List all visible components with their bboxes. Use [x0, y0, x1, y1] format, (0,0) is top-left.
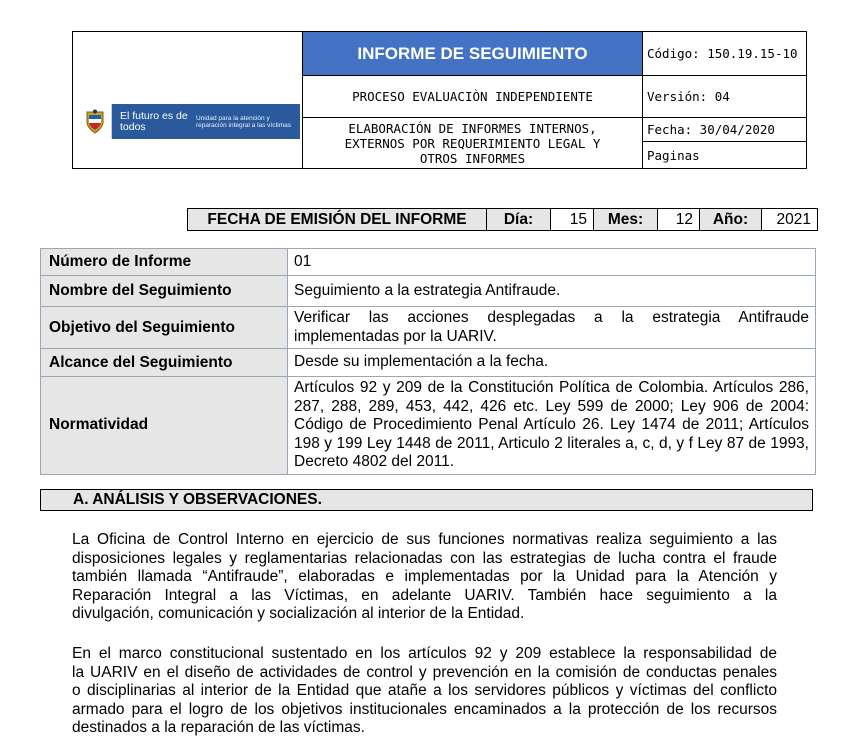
- text-line: destinados a la reparación de las víctimas.: [72, 719, 365, 736]
- elaboration-line: OTROS INFORMES: [419, 150, 526, 166]
- month-value: 12: [658, 209, 700, 231]
- document-pages: Paginas: [643, 142, 807, 169]
- analysis-paragraph-1: [72, 531, 777, 624]
- info-value: Desde su implementación a la fecha.: [288, 349, 816, 377]
- table-row: [41, 307, 816, 349]
- analysis-paragraph-2: [72, 645, 777, 738]
- table-row: [41, 249, 816, 276]
- info-key: Objetivo del Seguimiento: [41, 307, 288, 349]
- table-row: [41, 349, 816, 377]
- text-line: divulgación, comunicación y socialización al interior de la Entidad.: [72, 605, 525, 622]
- elaboration-description: [303, 118, 643, 169]
- document-date: Fecha: 30/04/2020: [643, 118, 807, 142]
- info-key: Alcance del Seguimiento: [41, 349, 288, 377]
- coat-of-arms-icon: [78, 104, 112, 139]
- text-line: En el marco constitucional sustentado en los artículos 92 y 209 establece la responsabilidad de: [72, 645, 777, 662]
- text-line: o disciplinarias al interior de la Entidad que atañe a los servidores públicos y víctimas del conflicto: [72, 682, 777, 699]
- text-line: la UARIV en el diseño de actividades de control y prevención en la comisión de conductas penales: [72, 663, 777, 681]
- table-row: [41, 276, 816, 307]
- info-value: Verificar las acciones desplegadas a la estrategia Antifraude implementadas por la UARIV.: [288, 307, 816, 349]
- text-line: Reparación Integral a las Víctimas, en adelante UARIV. También hace seguimiento a la: [72, 586, 777, 604]
- text-line: armado para el logro de los objetivos institucionales encaminados a la protección de los recursos: [72, 700, 777, 718]
- year-label: Año:: [700, 209, 762, 231]
- year-value: 2021: [762, 209, 818, 231]
- info-key: Nombre del Seguimiento: [41, 276, 288, 307]
- document-version: Versión: 04: [643, 76, 807, 118]
- info-value: Seguimiento a la estrategia Antifraude.: [288, 276, 816, 307]
- info-key: Número de Informe: [41, 249, 288, 276]
- process-name: PROCESO EVALUACIÒN INDEPENDIENTE: [303, 76, 643, 118]
- document-header: [72, 31, 807, 169]
- month-label: Mes:: [594, 209, 658, 231]
- info-value: Artículos 92 y 209 de la Constitución Política de Colombia. Artículos 286, 287, 288, 289, 453, 442, 426 etc. Ley 599 de 2000; Ley 906 de 2004: Código de Procedimiento Penal Artículo 26. Ley 1474 de 2011; Artículos 198 y 199 Ley 1448 de 2011, Articulo 2 literales a, c, d, y f Ley 87 de 1993, Decreto 4802 del 2011.: [288, 377, 816, 475]
- entity-logo: [78, 104, 300, 139]
- elaboration-line: EXTERNOS POR REQUERIMIENTO LEGAL Y: [344, 135, 601, 151]
- elaboration-line: ELABORACIÓN DE INFORMES INTERNOS,: [348, 120, 597, 136]
- logo-slogan: El futuro es de todos: [120, 109, 188, 133]
- emission-date-table: [187, 208, 818, 231]
- text-line: La Oficina de Control Interno en ejercicio de sus funciones normativas realiza seguimiento a las: [72, 531, 777, 548]
- report-info-table: [40, 248, 816, 475]
- day-label: Día:: [487, 209, 551, 231]
- document-code: Código: 150.19.15-10: [643, 32, 807, 76]
- logo-cell: [73, 32, 303, 169]
- section-heading: A. ANÁLISIS Y OBSERVACIONES.: [40, 489, 813, 511]
- text-line: disposiciones legales y reglamentarias relacionadas con las estrategias de lucha contra el fraude: [72, 549, 777, 567]
- emission-date-label: FECHA DE EMISIÓN DEL INFORME: [188, 209, 487, 231]
- table-row: [41, 377, 816, 475]
- text-line: también llamada “Antifraude”, elaboradas e implementadas por la Unidad para la Atención y: [72, 568, 777, 585]
- document-title: INFORME DE SEGUIMIENTO: [303, 32, 643, 76]
- logo-entity-name: Unidad para la atención y reparación integral a las víctimas: [196, 114, 292, 129]
- info-key: Normatividad: [41, 377, 288, 475]
- info-value: 01: [288, 249, 816, 276]
- day-value: 15: [551, 209, 594, 231]
